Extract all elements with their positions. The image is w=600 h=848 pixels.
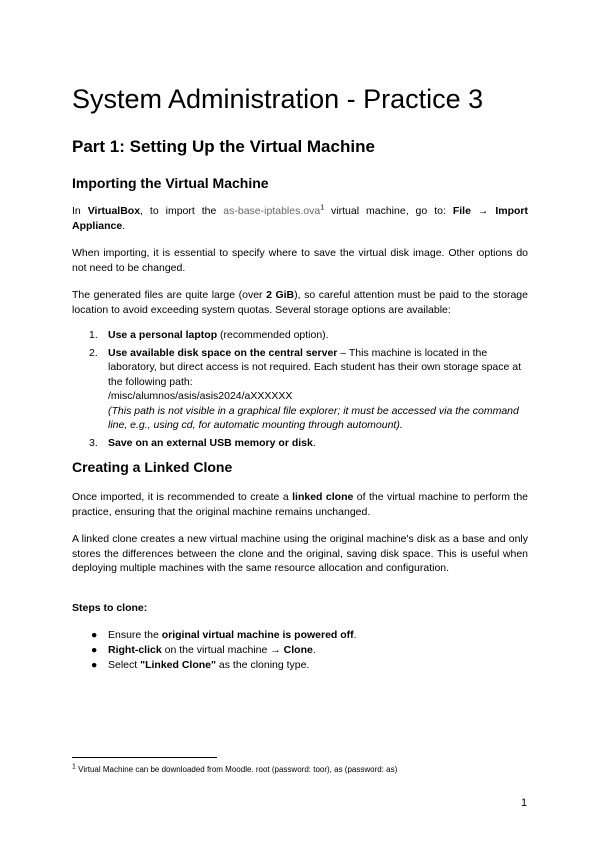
footnote-divider — [72, 757, 217, 758]
importing-heading: Importing the Virtual Machine — [72, 175, 269, 191]
bullet-icon: ● — [91, 629, 98, 641]
import-note-paragraph: When importing, it is essential to specify where to save the virtual disk image. Other options do not need to be changed. — [72, 247, 528, 274]
clone-steps-list — [72, 628, 528, 673]
page-number: 1 — [521, 797, 528, 809]
footnote: $^1$ Virtual Machine can be downloaded from Moodle. root (password: toor), as (password: as) — [72, 763, 398, 774]
linked-clone-term: linked clone — [292, 491, 354, 503]
clone-explanation-paragraph: A linked clone creates a new virtual machine using the original machine's disk as a base and only stores the differences between the clone and the original, saving disk space. This is useful when deploying multiple machines with the same resource allocation and configuration. — [72, 533, 528, 574]
clone-intro-paragraph: Once imported, it is recommended to create a linked clone of the virtual machine to perform the practice, ensuring that the original machine remains unchanged. — [72, 491, 529, 518]
bullet-icon: ● — [91, 644, 98, 656]
file-size-paragraph: The generated files are quite large (over 2 GiB), so careful attention must be paid to the storage location to avoid exceeding system quotas. Several storage options are available: — [72, 289, 528, 316]
list-item: ● Ensure the original virtual machine is powered off. — [91, 629, 357, 641]
path-note: (This path is not visible in a graphical file explorer; it must be accessed via the command line, e.g., using cd, for automatic mounting through automount). — [108, 404, 519, 431]
part1-heading: Part 1: Setting Up the Virtual Machine — [72, 137, 375, 156]
virtualbox-label: VirtualBox — [87, 205, 141, 217]
steps-heading: Steps to clone: — [72, 602, 148, 614]
bullet-icon: ● — [91, 659, 98, 671]
size-value: 2 GiB — [266, 289, 295, 301]
list-item: ● Right-click on the virtual machine → Clone. — [91, 644, 316, 656]
storage-path: /misc/alumnos/asis/asis2024/aXXXXXX — [108, 390, 293, 402]
list-item: ● Select "Linked Clone" as the cloning type. — [91, 659, 310, 671]
clone-heading: Creating a Linked Clone — [72, 459, 233, 475]
import-paragraph: In VirtualBox, to import the as-base-iptables.ova$^1$ virtual machine, go to: File → Import Appliance. — [72, 204, 528, 232]
storage-options-list — [72, 328, 528, 453]
list-item: 3. Save on an external USB memory or disk. — [89, 436, 316, 449]
document-title: System Administration - Practice 3 — [72, 84, 484, 114]
footnote-ref[interactable]: 1 — [320, 204, 325, 212]
menu-path: File → Import Appliance — [72, 205, 528, 232]
ova-filename: as-base-iptables.ova — [223, 205, 321, 217]
list-item: 1. Use a personal laptop (recommended option). — [89, 329, 329, 341]
list-item: 2. Use available disk space on the central server – This machine is located in the laboratory, but direct access is not required. Each student has their own storage space at the following path: /misc/alumnos/asis/asis2024/aXXXXXX (This path is not visible in a graphical file explorer; it must be accessed via the command line, e.g., using cd, for automatic mounting through automount). — [72, 346, 528, 433]
